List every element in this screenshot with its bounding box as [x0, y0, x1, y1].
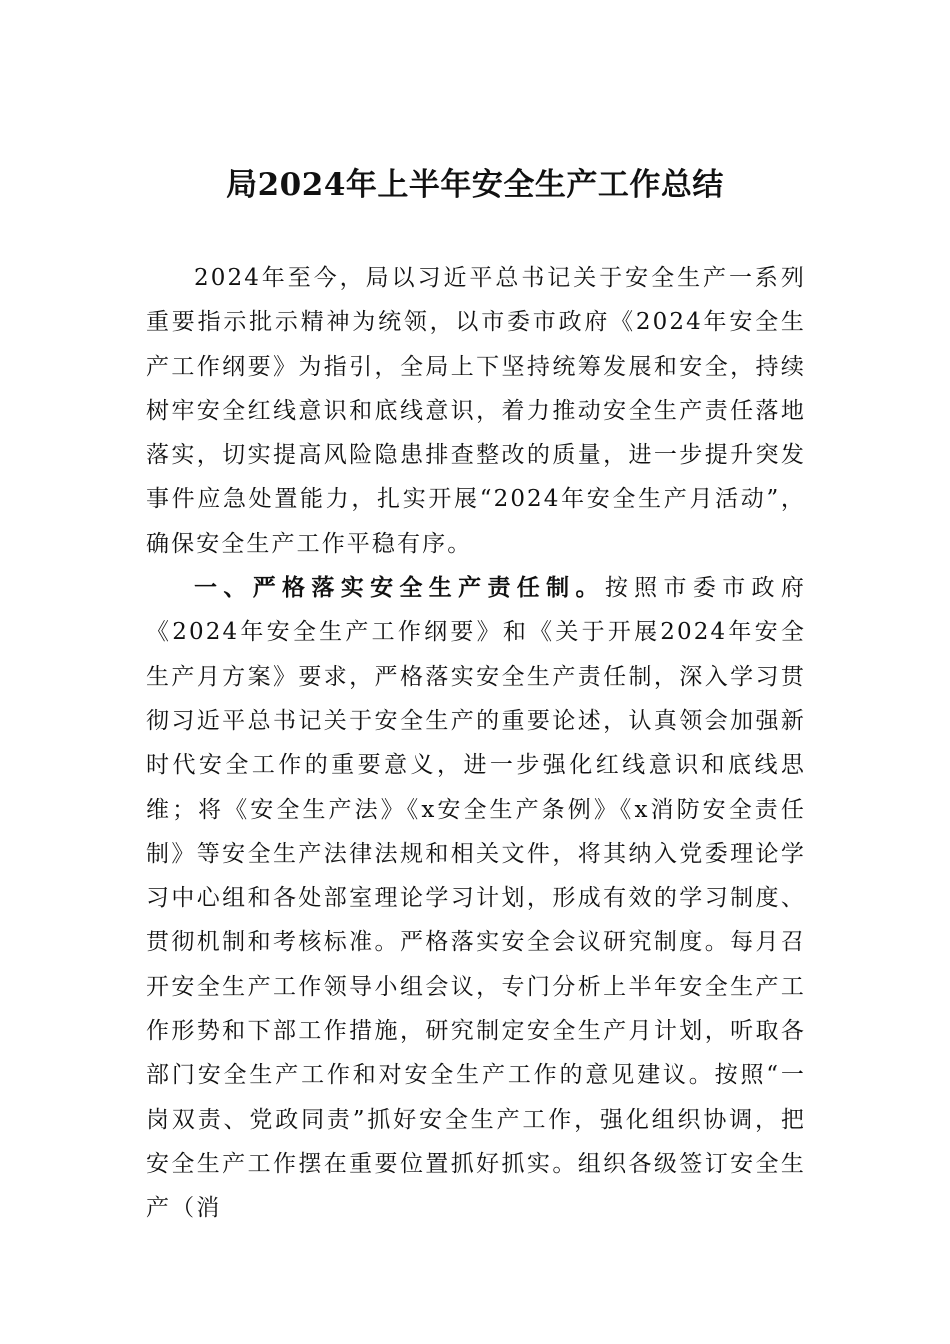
section-one-paragraph [146, 566, 806, 1230]
section-one-text: 按照市委市政府《2024年安全生产工作纲要》和《关于开展2024年安全生产月方案》要求，严格落实安全生产责任制，深入学习贯彻习近平总书记关于安全生产的重要论述，认真领会加强新时代安全工作的重要意义，进一步强化红线意识和底线思维；将《安全生产法》《x安全生产条例》《x消防安全责任制》等安全生产法律法规和相关文件，将其纳入党委理论学习中心组和各处部室理论学习计划，形成有效的学习制度、贯彻机制和考核标准。严格落实安全会议研究制度。每月召开安全生产工作领导小组会议，专门分析上半年安全生产工作形势和下部工作措施，研究制定安全生产月计划，听取各部门安全生产工作和对安全生产工作的意见建议。按照“一岗双责、党政同责”抓好安全生产工作，强化组织协调，把安全生产工作摆在重要位置抓好抓实。组织各级签订安全生产（消 [146, 575, 806, 1222]
intro-paragraph-text: 2024年至今，局以习近平总书记关于安全生产一系列重要指示批示精神为统领，以市委市政府《2024年安全生产工作纲要》为指引，全局上下坚持统筹发展和安全，持续树牢安全红线意识和底线意识，着力推动安全生产责任落地落实，切实提高风险隐患排查整改的质量，进一步提升突发事件应急处置能力，扎实开展“2024年安全生产月活动”，确保安全生产工作平稳有序。 [146, 265, 806, 557]
intro-paragraph [146, 256, 806, 566]
document-body [146, 256, 806, 1231]
section-one-heading: 一、严格落实安全生产责任制。 [194, 574, 605, 602]
document-title: 局2024年上半年安全生产工作总结 [226, 167, 724, 203]
